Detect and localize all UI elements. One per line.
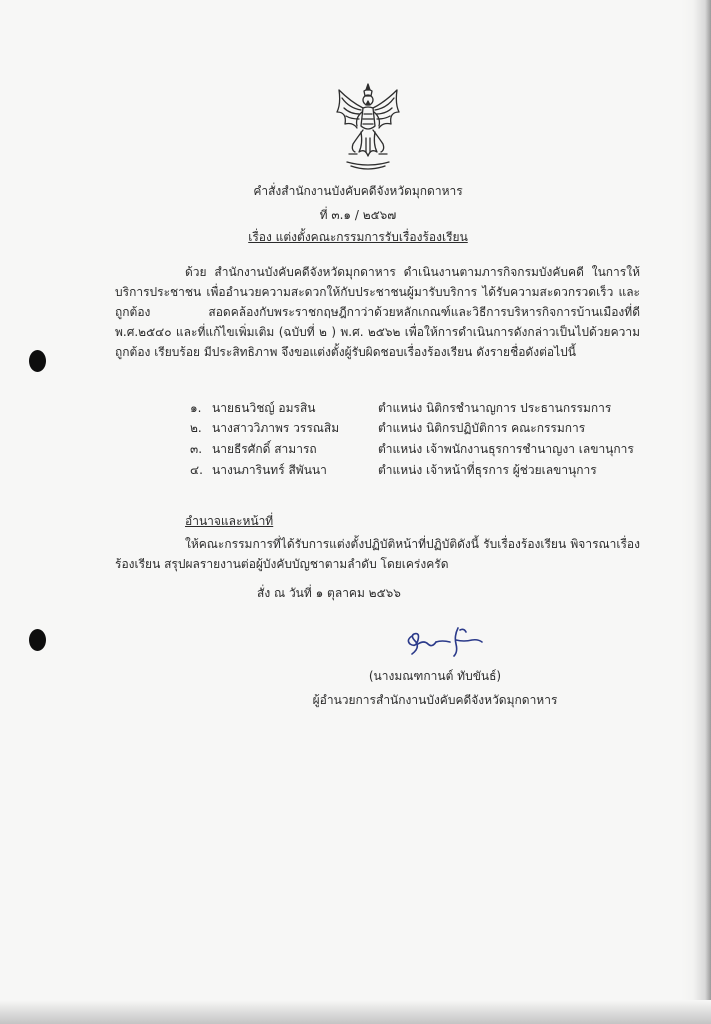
scan-shadow-bottom — [0, 1000, 711, 1024]
intro-paragraph — [115, 262, 640, 362]
member-position: ตำแหน่ง เจ้าหน้าที่ธุรการ ผู้ช่วยเลขานุการ — [378, 463, 597, 477]
member-name: นายธีรศักดิ์ สามารถ — [212, 442, 317, 456]
order-number: ที่ ๓.๑ / ๒๕๖๗ — [319, 208, 397, 222]
order-title: คำสั่งสำนักงานบังคับคดีจังหวัดมุกดาหาร — [253, 184, 463, 198]
member-number: ๒. — [190, 421, 202, 435]
handwritten-signature — [398, 622, 488, 662]
member-position: ตำแหน่ง นิติกรชำนาญการ ประธานกรรมการ — [378, 401, 612, 415]
member-number: ๔. — [190, 463, 203, 477]
member-name: นายธนวิชญ์ อมรสิน — [212, 401, 316, 415]
scan-shadow-right — [681, 0, 711, 1024]
member-position: ตำแหน่ง นิติกรปฏิบัติการ คณะกรรมการ — [378, 421, 586, 435]
duties-heading: อำนาจและหน้าที่ — [185, 514, 274, 528]
duties-paragraph — [115, 534, 640, 574]
member-name: นางสาววิภาพร วรรณสิม — [212, 421, 340, 435]
garuda-emblem-icon — [333, 82, 403, 174]
intro-paragraph-text: ด้วย สำนักงานบังคับคดีจังหวัดมุกดาหาร ดำเนินงานตามภารกิจกรมบังคับคดี ในการให้บริการประชาชน เพื่ออำนวยความสะดวกให้กับประชาชนผู้มารับบริการ ได้รับความสะดวกรวดเร็ว และถูกต้อง สอดคล้องกับพระราชกฤษฎีกาว่าด้วยหลักเกณฑ์และวิธีการบริหารกิจการบ้านเมืองที่ดี พ.ศ.๒๕๔๐ และที่แก้ไขเพิ่มเติม (ฉบับที่ ๒ ) พ.ศ. ๒๕๖๒ เพื่อให้การดำเนินการดังกล่าวเป็นไปด้วยความถูกต้อง เรียบร้อย มีประสิทธิภาพ จึงขอแต่งตั้งผู้รับผิดชอบเรื่องร้องเรียน ดังรายชื่อดังต่อไปนี้ — [115, 265, 640, 359]
member-number: ๓. — [190, 442, 203, 456]
member-row — [190, 419, 630, 437]
issued-date: สั่ง ณ วันที่ ๑ ตุลาคม ๒๕๖๖ — [257, 586, 401, 600]
member-row — [190, 461, 630, 479]
punch-hole-bottom — [29, 629, 46, 651]
member-number: ๑. — [190, 401, 202, 415]
member-position: ตำแหน่ง เจ้าพนักงานธุรการชำนาญงา เลขานุการ — [378, 442, 634, 456]
order-subject: เรื่อง แต่งตั้งคณะกรรมการรับเรื่องร้องเรียน — [248, 230, 468, 244]
signatory-name: (นางมณฑกานต์ ทับขันธ์) — [368, 669, 502, 683]
duties-paragraph-text: ให้คณะกรรมการที่ได้รับการแต่งตั้งปฏิบัติหน้าที่ปฏิบัติดังนี้ รับเรื่องร้องเรียน พิจารณาเรื่องร้องเรียน สรุปผลรายงานต่อผู้บังคับบัญชาตามลำดับ โดยเคร่งครัด — [115, 537, 640, 571]
punch-hole-top — [29, 350, 46, 372]
signatory-title: ผู้อำนวยการสำนักงานบังคับคดีจังหวัดมุกดาหาร — [312, 693, 558, 707]
member-row — [190, 440, 634, 458]
member-name: นางนภารินทร์ สีพันนา — [212, 463, 327, 477]
member-row — [190, 399, 630, 417]
